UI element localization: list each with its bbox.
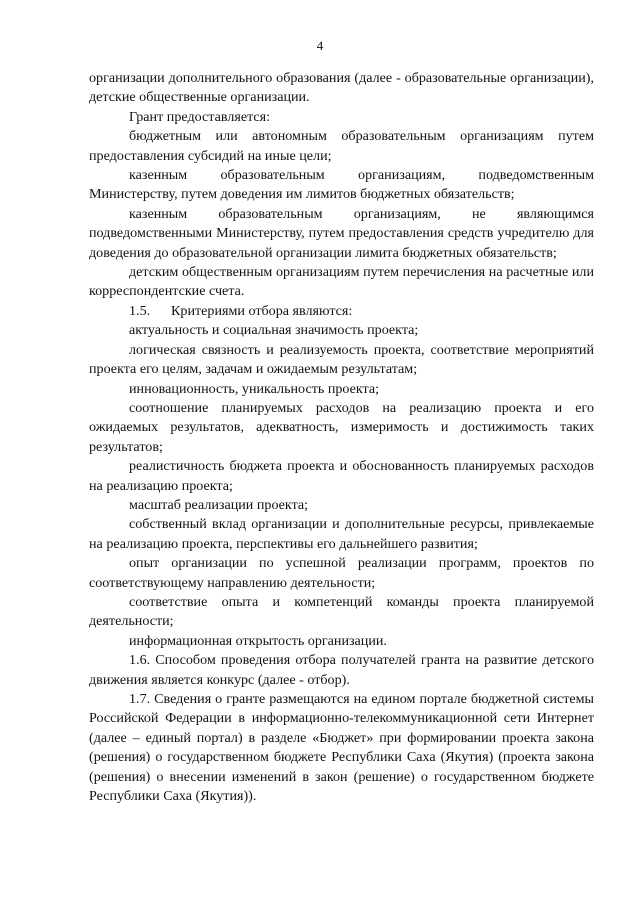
section-1-5-number: 1.5. [129, 302, 151, 319]
paragraph-organizations: организации дополнительного образования (далее - образовательные организации), детские общественные организации. [89, 70, 594, 106]
criterion-item: информационная открытость организации. [129, 632, 387, 649]
criterion-item: инновационность, уникальность проекта; [129, 380, 380, 397]
paragraph-state-orgs-not-subordinate: казенным образовательным организациям, не являющимся подведомственными Министерству, путем предоставления средств учредителю для доведения до образовательной организации лимита бюджетных обязательств; [89, 205, 594, 261]
criterion-item: реалистичность бюджета проекта и обоснованность планируемых расходов на реализацию проекта; [89, 458, 594, 494]
section-1-5-heading [89, 302, 594, 321]
criterion-item: собственный вклад организации и дополнительные ресурсы, привлекаемые на реализацию проекта, перспективы его дальнейшего развития; [89, 516, 594, 552]
page-number: 4 [316, 38, 324, 53]
paragraph-grant-provided: Грант предоставляется: [129, 108, 271, 125]
document-body [89, 69, 594, 806]
criterion-item: логическая связность и реализуемость проекта, соответствие мероприятий проекта его целям, задачам и ожидаемым результатам; [89, 341, 594, 378]
criterion-item: опыт организации по успешной реализации программ, проектов по соответствующему направлению деятельности; [89, 555, 594, 591]
criterion-item: масштаб реализации проекта; [129, 496, 309, 513]
section-1-5-title: Критериями отбора являются: [171, 302, 353, 319]
paragraph-budget-orgs: бюджетным или автономным образовательным организациям путем предоставления субсидий на иные цели; [89, 128, 594, 164]
paragraph-childrens-public-orgs: детским общественным организациям путем перечисления на расчетные или корреспондентские счета. [89, 264, 594, 300]
section-1-6-paragraph: 1.6. Способом проведения отбора получателей гранта на развитие детского движения является конкурс (далее - отбор). [89, 652, 594, 688]
criterion-item: соотношение планируемых расходов на реализацию проекта и его ожидаемых результатов, адекватность, измеримость и достижимость таких результатов; [89, 399, 594, 455]
criterion-item: соответствие опыта и компетенций команды проекта планируемой деятельности; [89, 593, 594, 630]
criterion-item: актуальность и социальная значимость проекта; [129, 322, 419, 339]
section-1-7-paragraph: 1.7. Сведения о гранте размещаются на едином портале бюджетной системы Российской Федерации в информационно-телекоммуникационной сети Интернет (далее – единый портал) в разделе «Бюджет» при формировании проекта закона (решения) о государственном бюджете Республики Саха (Якутия) (проекта закона (решения) о внесении изменений в закон (решение) о государственном бюджете Республики Саха (Якутия)). [89, 691, 594, 805]
paragraph-state-orgs-subordinate: казенным образовательным организациям, подведомственным Министерству, путем доведения им лимитов бюджетных обязательств; [89, 167, 594, 203]
